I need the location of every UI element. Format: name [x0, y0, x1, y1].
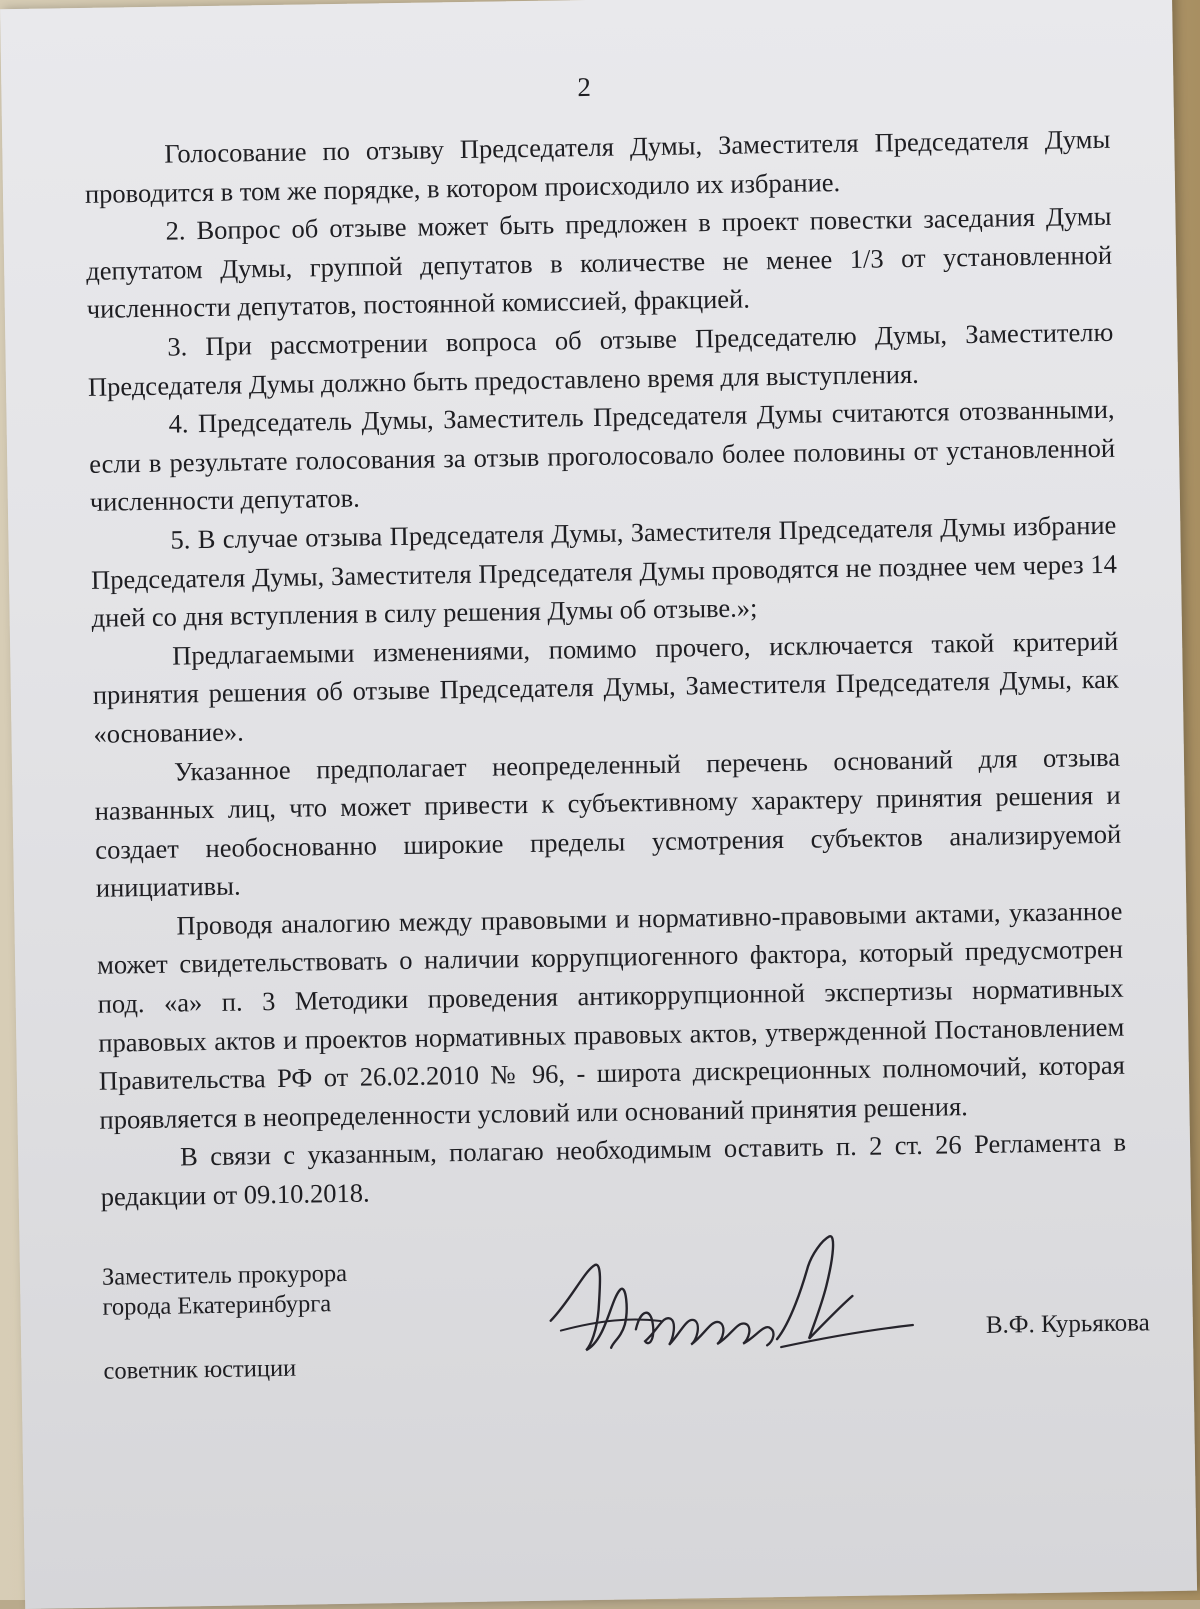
paragraph: 5. В случае отзыва Председателя Думы, Заместителя Председателя Думы избрание Председателя Думы, Заместителя Председателя Думы проводятся не позднее чем через 14 дней со дня вступления в силу решения Думы об отзыве.»;	[90, 509, 1118, 633]
paragraph: 3. При рассмотрении вопроса об отзыве Председателю Думы, Заместителю Председателя Думы должно быть предоставлено время для выступления.	[87, 316, 1114, 402]
signer-name: В.Ф. Курьякова	[985, 1309, 1150, 1339]
page-number: 2	[577, 71, 592, 103]
paragraph: Проводя аналогию между правовыми и нормативно-правовыми актами, указанное может свидетельствовать о наличии коррупциогенного фактора, который предусмотрен под. «а» п. 3 Методики проведения антикоррупционной экспертизы нормативных правовых актов и проектов нормативных правовых актов, утвержденной Постановлением Правительства РФ от 26.02.2010 № 96, - широта дискреционных полномочий, которая проявляется в неопределенности условий или оснований принятия решения.	[96, 895, 1126, 1135]
paragraph: 4. Председатель Думы, Заместитель Председателя Думы считаются отозванными, если в результате голосования за отзыв проголосовало более половины от установленной численности депутатов.	[88, 393, 1116, 518]
paragraph: Голосование по отзыву Председателя Думы, Заместителя Председателя Думы проводится в том же порядке, в котором происходило их избрание.	[84, 123, 1111, 209]
paragraph: В связи с указанным, полагаю необходимым оставить п. 2 ст. 26 Регламента в редакции от 09.10.2018.	[100, 1127, 1127, 1212]
document-body	[84, 120, 1127, 1217]
paragraph: Предлагаемыми изменениями, помимо прочего, исключается такой критерий принятия решения об отзыве Председателя Думы, Заместителя Председателя Думы, как «основание».	[92, 625, 1119, 749]
paragraph: 2. Вопрос об отзыве может быть предложен в проект повестки заседания Думы депутатом Думы, группой депутатов в количестве не менее 1/3 от установленной численности депутатов, постоянной комиссией, фракцией.	[85, 200, 1113, 325]
signer-title-line-1: Заместитель прокурора	[101, 1259, 348, 1291]
paragraph: Указанное предполагает неопределенный перечень оснований для отзыва названных лиц, что может привести к субъективному характеру принятия решения и создает необоснованно широкие пределы усмотрения субъектов анализируемой инициативы.	[94, 741, 1122, 904]
handwritten-signature	[539, 1225, 921, 1391]
signer-rank: советник юстиции	[103, 1354, 297, 1385]
signer-title	[102, 1259, 348, 1323]
signer-title-line-2: города Екатеринбурга	[102, 1290, 332, 1321]
